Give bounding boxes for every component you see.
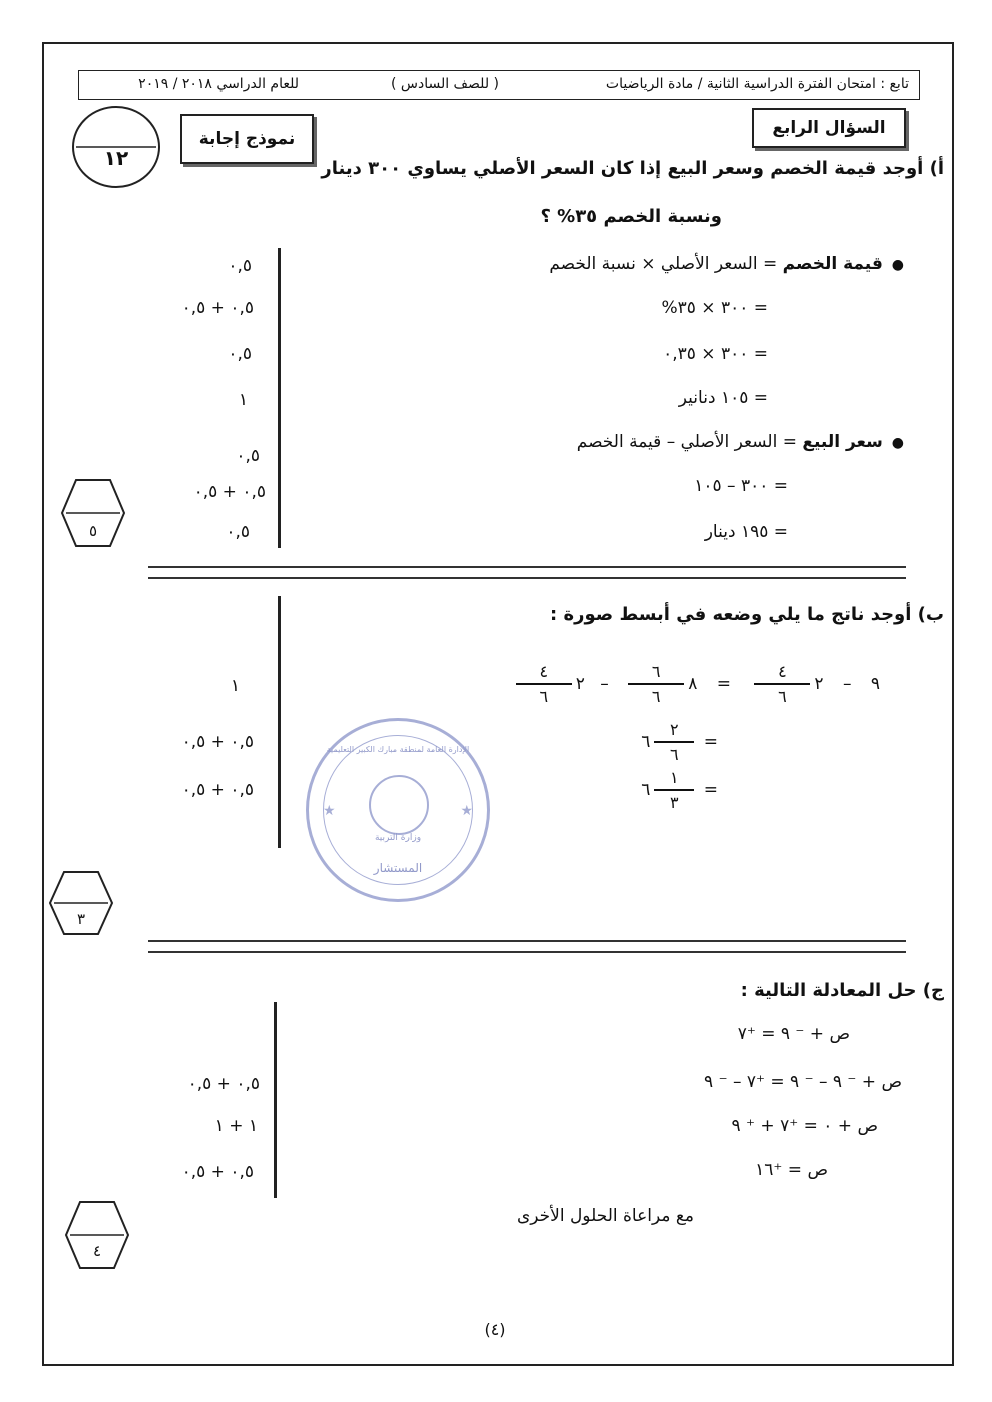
part-c-score-divider xyxy=(274,1002,277,1198)
part-c-score-3: ٠,٥ + ٠,٥ xyxy=(181,1162,254,1182)
stamp-emblem xyxy=(369,775,429,835)
mixed-2-4-6: ٢ $\frac{٤}{٦}$ xyxy=(750,674,823,694)
part-a-score-1: ٠,٥ xyxy=(228,256,252,276)
part-b-line1: ٩ – ٢ $\frac{٤}{٦}$ = ٨ $\frac{٦}{٦}$ – ٢ $\frac{٤}{٦}$ xyxy=(512,662,880,706)
exam-header xyxy=(78,70,920,100)
sale-price-formula: = السعر الأصلي – قيمة الخصم xyxy=(576,432,803,452)
part-a-score-7: ٠,٥ xyxy=(226,522,250,542)
grade-label: ( للصف السادس ) xyxy=(390,76,499,92)
part-b-line3: = $\frac{١}{٣}$ ٦ xyxy=(641,768,718,812)
stamp-bottom-text: المستشار xyxy=(373,861,423,875)
part-a-score-6: ٠,٥ + ٠,٥ xyxy=(193,482,266,502)
discount-value-term: قيمة الخصم xyxy=(782,254,883,274)
exam-title: تابع : امتحان الفترة الدراسية الثانية / مادة الرياضيات xyxy=(605,76,909,92)
part-c-eq4: ص = ⁺١٦ xyxy=(755,1160,828,1180)
official-stamp: ★ ★ الإدارة العامة لمنطقة مبارك الكبير التعليمية وزارة التربية المستشار xyxy=(306,718,490,902)
part-b-line2: = $\frac{٢}{٦}$ ٦ xyxy=(641,720,718,764)
part-c-score-2: ١ + ١ xyxy=(214,1116,258,1136)
sale-price-term: سعر البيع xyxy=(802,432,883,452)
part-c-score-1: ٠,٥ + ٠,٥ xyxy=(187,1074,260,1094)
mixed-8-6-6: ٨ $\frac{٦}{٦}$ xyxy=(624,674,697,694)
part-b-prompt: ب) أوجد ناتج ما يلي وضعه في أبسط صورة : xyxy=(550,604,944,625)
part-a-step2: = ٣٠٠ × ٠,٣٥ xyxy=(663,344,768,364)
part-a-score-divider xyxy=(278,248,281,548)
part-a-bullet1: ● قيمة الخصم = السعر الأصلي × نسبة الخصم xyxy=(549,254,904,274)
part-b-score-1: ١ xyxy=(230,676,240,696)
part-a-score-3: ٠,٥ xyxy=(228,344,252,364)
answer-model-label: نموذج إجابة xyxy=(180,114,314,164)
part-a-prompt-line2: ونسبة الخصم ٣٥% ؟ xyxy=(540,206,722,227)
part-c-eq3: ص + ٠ = ⁺٧ + ⁺ ٩ xyxy=(731,1116,878,1136)
part-a-step3: = ١٠٥ دنانير xyxy=(678,388,768,408)
part-c-prompt: ج) حل المعادلة التالية : xyxy=(740,980,944,1001)
part-a-score-5: ٠,٥ xyxy=(236,446,260,466)
part-b-score-divider xyxy=(278,596,281,848)
part-a-bullet2: ● سعر البيع = السعر الأصلي – قيمة الخصم xyxy=(576,432,904,452)
part-c-total: ٤ xyxy=(92,1242,102,1260)
part-c-note: مع مراعاة الحلول الأخرى xyxy=(516,1206,694,1226)
separator-1 xyxy=(148,566,906,579)
part-a-score-2: ٠,٥ + ٠,٥ xyxy=(181,298,254,318)
part-a-step1: = ٣٠٠ × ٣٥% xyxy=(661,298,768,318)
question-label: السؤال الرابع xyxy=(752,108,906,148)
part-b-score-2: ٠,٥ + ٠,٥ xyxy=(181,732,254,752)
part-c-eq1: ص + ⁻ ٩ = ⁺٧ xyxy=(737,1024,850,1044)
stamp-inner-text: وزارة التربية xyxy=(374,833,422,843)
page-number: (٤) xyxy=(484,1320,506,1339)
mixed-2-4-6-b: ٢ $\frac{٤}{٦}$ xyxy=(512,674,585,694)
stamp-ring-text: الإدارة العامة لمنطقة مبارك الكبير التعليمية xyxy=(326,745,470,754)
part-a-prompt-line1: أ) أوجد قيمة الخصم وسعر البيع إذا كان السعر الأصلي يساوي ٣٠٠ دينار xyxy=(321,158,944,179)
total-score: ١٢ xyxy=(103,146,129,170)
part-a-score-4: ١ xyxy=(238,390,248,410)
part-a-step4: = ٣٠٠ – ١٠٥ xyxy=(694,476,788,496)
school-year: للعام الدراسي ٢٠١٨ / ٢٠١٩ xyxy=(138,76,299,92)
part-b-score-3: ٠,٥ + ٠,٥ xyxy=(181,780,254,800)
part-a-total: ٥ xyxy=(88,522,98,540)
discount-formula: = السعر الأصلي × نسبة الخصم xyxy=(549,254,783,274)
part-b-total: ٣ xyxy=(76,910,86,928)
part-a-step5: = ١٩٥ دينار xyxy=(704,522,788,542)
nine: ٩ xyxy=(870,673,880,694)
separator-2 xyxy=(148,940,906,953)
part-c-eq2: ص + ⁻ ٩ – ⁻ ٩ = ⁺٧ – ⁻ ٩ xyxy=(704,1072,902,1092)
